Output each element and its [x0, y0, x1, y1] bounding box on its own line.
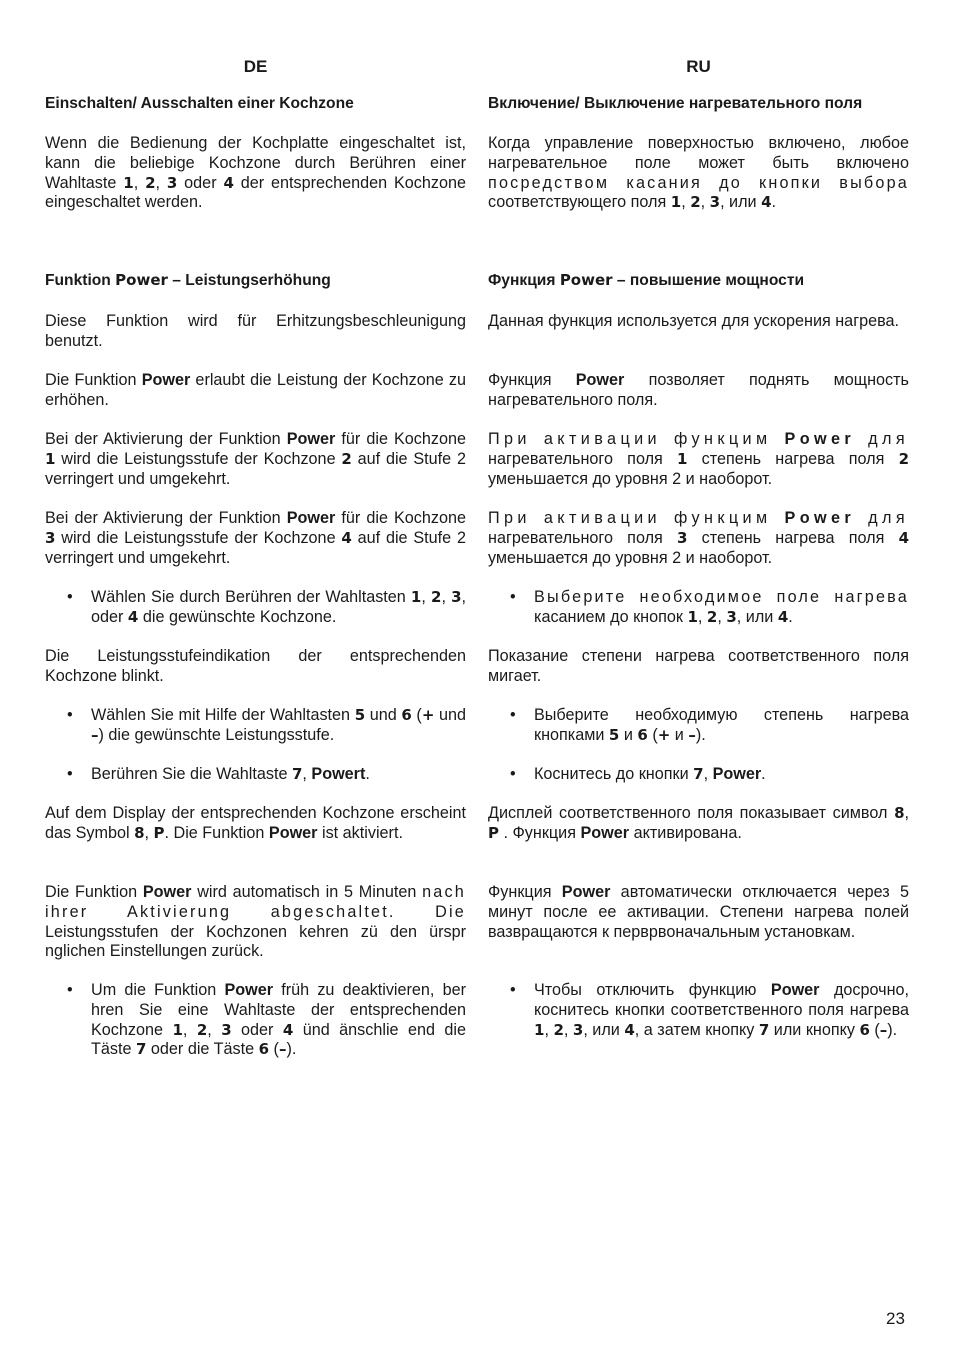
paragraph-switch-on: Wenn die Bedienung der Kochplatte eingeschaltet ist, kann die beliebige Kochzone durch Berühren einer Wahltaste 1, 2, 3 oder 4 der entsprechenden Kochzone eingeschaltet werden.	[45, 134, 466, 212]
bullet-select-level: • Выберите необходимую степень нагрева кнопками 5 и 6 (+ и –).	[510, 706, 909, 744]
paragraph-power-purpose: Diese Funktion wird für Erhitzungsbeschleunigung benutzt.	[45, 312, 466, 350]
bullet-dot: •	[510, 706, 516, 724]
bullet-select-level: • Wählen Sie mit Hilfe der Wahltasten 5 und 6 (+ und –) die gewünschte Leistungsstufe.	[67, 706, 467, 744]
paragraph-zone-1-2: При активации функцим Power для нагревательного поля 1 степень нагрева поля 2 уменьшается до уровня 2 и наоборот.	[488, 430, 910, 488]
heading-switch-on-off: Включение/ Выключение нагревательного поля	[488, 95, 863, 112]
bullet-dot: •	[510, 981, 516, 999]
paragraph-power-increase: Die Funktion Power erlaubt die Leistung der Kochzone zu erhöhen.	[45, 371, 466, 409]
paragraph-zone-1-2: Bei der Aktivierung der Funktion Power für die Kochzone 1 wird die Leistungsstufe der Kochzone 2 auf die Stufe 2 verringert und umgekehrt.	[45, 430, 467, 488]
paragraph-power-increase: Функция Power позволяет поднять мощность нагревательного поля.	[488, 371, 909, 409]
language-heading-de: DE	[243, 57, 268, 76]
paragraph-auto-off: Функция Power автоматически отключается через 5 минут после ее активации. Степени нагрева полей вазвращаются к перврвоначальным установкам.	[488, 883, 909, 941]
bullet-select-zone: • Wählen Sie durch Berühren der Wahltasten 1, 2, 3, oder 4 die gewünschte Kochzone.	[67, 588, 467, 626]
paragraph-zone-3-4: Bei der Aktivierung der Funktion Power für die Kochzone 3 wird die Leistungsstufe der Kochzone 4 auf die Stufe 2 verringert und umgekehrt.	[45, 509, 467, 567]
paragraph-switch-on: Когда управление поверхностью включено, любое нагревательное поле может быть включено посредством касания до кнопки выбора соответствующего поля 1, 2, 3, или 4.	[488, 134, 909, 212]
bullet-dot: •	[67, 765, 73, 783]
bullet-early-deactivate: • Um die Funktion Power früh zu deaktivieren, ber hren Sie eine Wahltaste der entsprechenden Kochzone 1, 2, 3 oder 4 ünd änschlie end die Täste 7 oder die Täste 6 (–).	[67, 981, 467, 1059]
language-heading-ru: RU	[686, 57, 711, 76]
bullet-early-deactivate: • Чтобы отключить функцию Power досрочно, коснитесь кнопки соответственного поля нагрева 1, 2, 3, или 4, а затем кнопку 7 или кнопку 6 (–).	[510, 981, 910, 1039]
paragraph-power-purpose: Данная функция используется для ускорения нагрева.	[488, 312, 900, 330]
bullet-touch-key-7: • Коснитесь до кнопки 7, Power.	[510, 765, 766, 783]
heading-switch-on-off: Einschalten/ Ausschalten einer Kochzone	[45, 95, 354, 112]
page-number: 23	[886, 1309, 905, 1328]
heading-power-function: Функция Power – повышение мощности	[488, 271, 805, 289]
bullet-dot: •	[510, 588, 516, 606]
bullet-touch-key-7: • Berühren Sie die Wahltaste 7, Powert.	[67, 765, 370, 783]
heading-power-function: Funktion Power – Leistungserhöhung	[45, 271, 331, 289]
paragraph-indicator-blinks: Die Leistungsstufeindikation der entsprechenden Kochzone blinkt.	[45, 647, 466, 685]
paragraph-display-symbol: Дисплей соответственного поля показывает символ 8, P . Функция Power активирована.	[488, 804, 909, 842]
bullet-select-zone: • Выберите необходимое поле нагрева касанием до кнопок 1, 2, 3, или 4.	[510, 588, 909, 626]
paragraph-zone-3-4: При активации функцим Power для нагревательного поля 3 степень нагрева поля 4 уменьшается до уровня 2 и наоборот.	[488, 509, 910, 567]
bullet-dot: •	[67, 981, 73, 999]
bullet-dot: •	[67, 588, 73, 606]
bullet-dot: •	[67, 706, 73, 724]
paragraph-indicator-blinks: Показание степени нагрева соответственного поля мигает.	[488, 647, 909, 685]
paragraph-display-symbol: Auf dem Display der entsprechenden Kochzone erscheint das Symbol 8, P. Die Funktion Power ist aktiviert.	[45, 804, 466, 842]
paragraph-auto-off: Die Funktion Power wird automatisch in 5 Minuten nach ihrer Aktivierung abgeschaltet. Die Leistungsstufen der Kochzonen kehren zü den ürspr nglichen Einstellungen zurück.	[45, 883, 466, 961]
bullet-dot: •	[510, 765, 516, 783]
